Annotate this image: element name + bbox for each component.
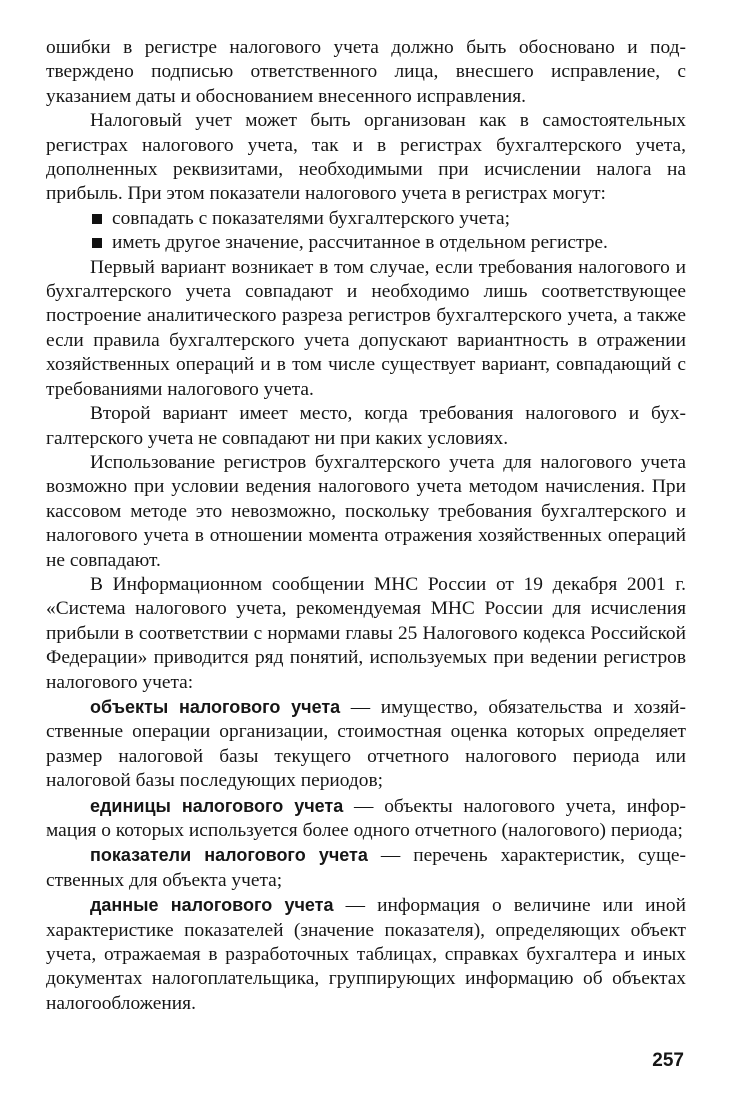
square-bullet-icon bbox=[92, 238, 102, 248]
bullet-list bbox=[46, 207, 686, 256]
definition-text: — информация о величине или иной характеристике показателей (значение показателя), определяющих объект учета, отражаемая в разработочных таблицах, справках бухгалтера и иных документах налогоплательщика, группирующих информацию об объектах налогообложения. bbox=[46, 895, 686, 1014]
definition-item bbox=[46, 695, 686, 794]
definition-item bbox=[46, 843, 686, 893]
bullet-item bbox=[90, 231, 686, 255]
definition-text: — перечень характеристик, существенных для объекта учета; bbox=[46, 845, 687, 891]
paragraph-continuation: ошибки в регистре налогового учета должно быть обосновано и подтверждено подписью ответственного лица, внесшего исправление, с указанием даты и обоснованием внесенного исправления. bbox=[46, 37, 686, 107]
paragraph-second-variant: Второй вариант имеет место, когда требования налогового и бухгалтерского учета не совпадают ни при каких условиях. bbox=[46, 403, 686, 449]
page-body bbox=[46, 36, 686, 1016]
square-bullet-icon bbox=[92, 214, 102, 224]
definition-text: — имущество, обязательства и хозяйственные операции организации, стоимостная оценка которых определяет размер налоговой базы текущего отчетного налогового периода или налоговой базы последующих периодов; bbox=[46, 696, 686, 792]
definition-term: единицы налогового учета bbox=[90, 795, 344, 816]
paragraph-tax-accounting-registers: Налоговый учет может быть организован как в самостоятельных регистрах налогового учета, так и в регистрах бухгалтерского учета, дополненных реквизитами, необходимыми при исчислении налога на прибыль. При этом показатели налогового учета в регистрах могут: bbox=[46, 110, 686, 205]
definition-item bbox=[46, 794, 686, 844]
bullet-item bbox=[90, 207, 686, 231]
paragraph-mns-message: В Информационном сообщении МНС России от 19 декабря 2001 г. «Система налогового учета, рекомендуемая МНС России для исчисления прибыли в соответствии с нормами главы 25 Налогового кодекса Российской Федерации» приводится ряд понятий, используемых при ведении регистров налогового учета: bbox=[46, 573, 686, 693]
bullet-item-text: совпадать с показателями бухгалтерского учета; bbox=[112, 207, 510, 229]
definition-term: данные налогового учета bbox=[90, 895, 334, 916]
definition-text: — объекты налогового учета, информация о которых используется более одного отчетного (налогового) периода; bbox=[46, 795, 686, 841]
paragraph-first-variant: Первый вариант возникает в том случае, если требования налогового и бухгалтерского учета совпадают и необходимо лишь соответствующее построение аналитического разреза регистров бухгалтерского учета, а также если правила бухгалтерского учета допускают вариантность в отражении хозяйственных операций и в том числе существует вариант, совпадающий с требованиями налогового учета. bbox=[46, 256, 686, 400]
bullet-item-text: иметь другое значение, рассчитанное в отдельном регистре. bbox=[112, 232, 608, 254]
page-number: 257 bbox=[652, 1050, 684, 1071]
definition-term: показатели налогового учета bbox=[90, 845, 368, 866]
paragraph-registers-usage: Использование регистров бухгалтерского учета для налогового учета возможно при условии ведения налогового учета методом начисления. При кассовом методе это невозможно, поскольку требования бухгалтерского и налогового учета в отношении момента отражения хозяйственных операций не совпадают. bbox=[46, 451, 686, 571]
definition-term: объекты налогового учета bbox=[90, 696, 341, 717]
definition-item bbox=[46, 893, 686, 1016]
